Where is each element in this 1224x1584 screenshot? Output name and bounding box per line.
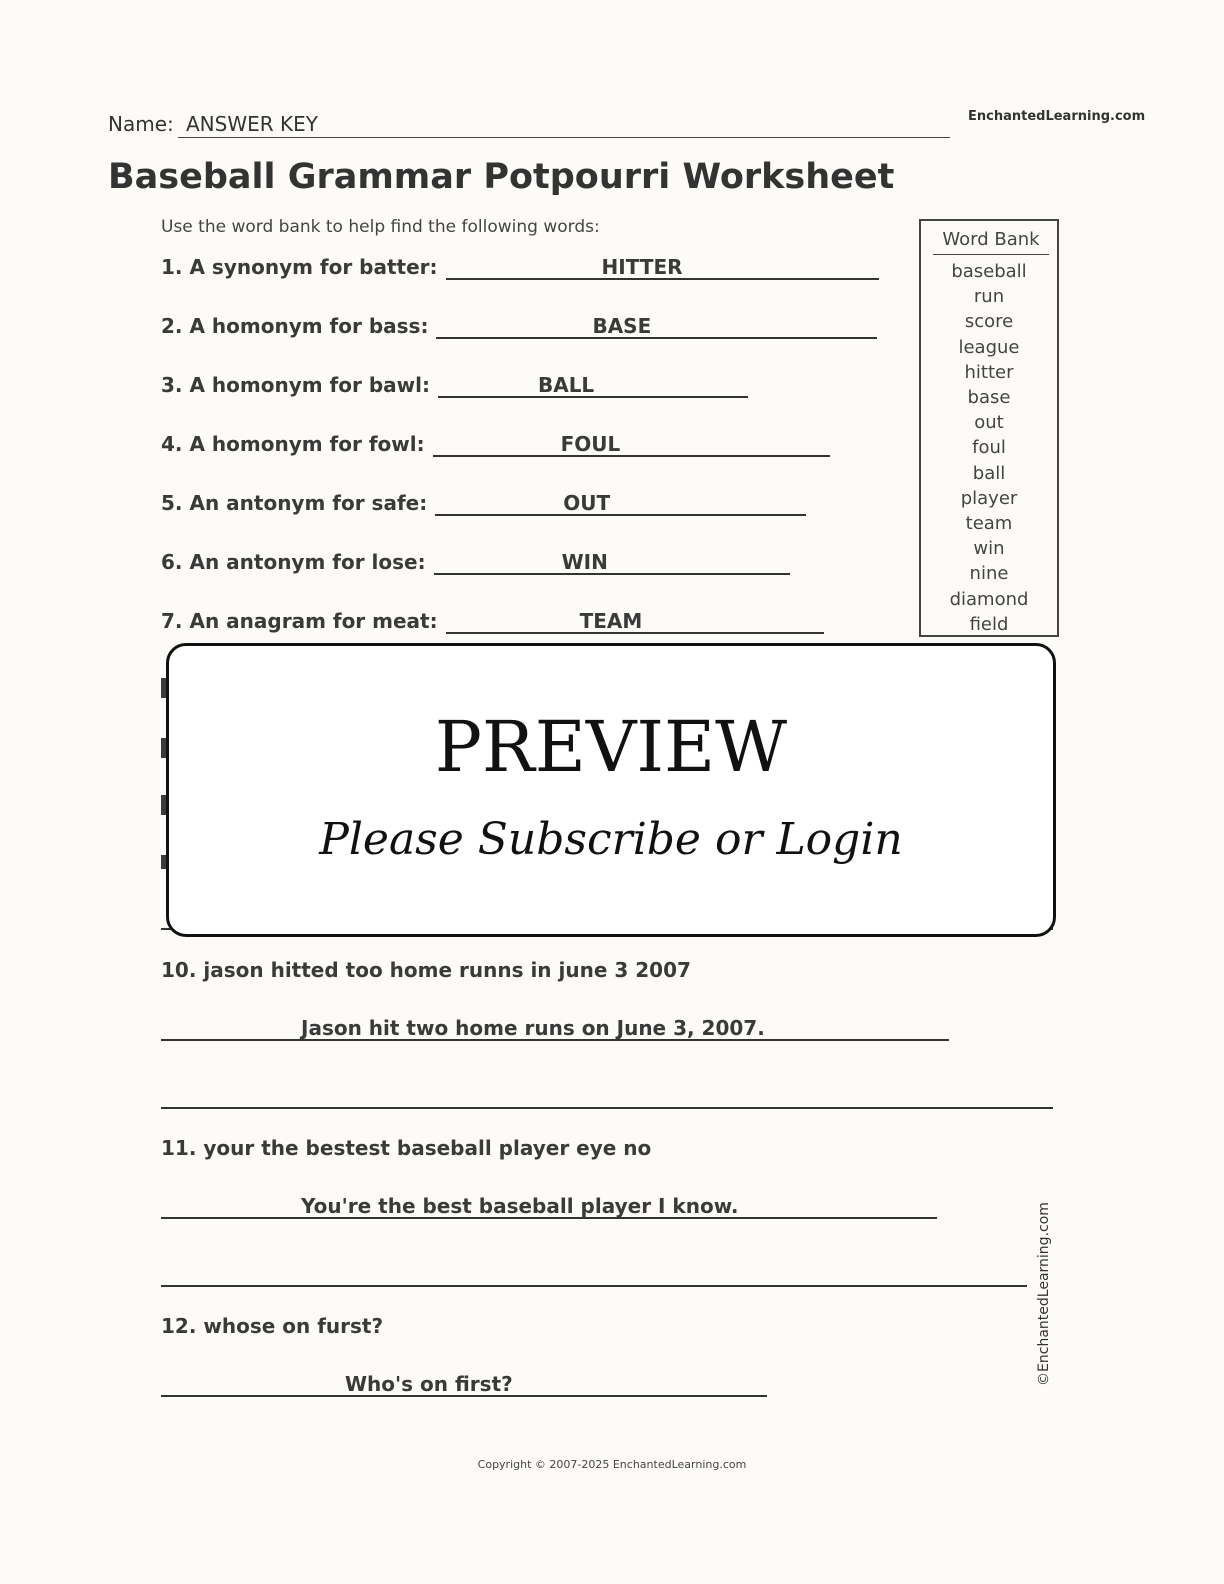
question-2 <box>161 314 877 339</box>
answer-text: BALL <box>537 373 595 397</box>
question-12-answer <box>161 1373 767 1397</box>
answer-text: TEAM <box>579 609 643 633</box>
question-prompt: 7. An anagram for meat: <box>161 609 438 633</box>
answer-line <box>161 1373 767 1397</box>
blank-answer-line <box>161 1107 1053 1109</box>
word-bank <box>919 219 1059 637</box>
answer-text: FOUL <box>560 432 621 456</box>
answer-line <box>434 551 790 575</box>
answer-text: OUT <box>563 491 611 515</box>
word-bank-item: win <box>973 538 1005 560</box>
word-bank-item: run <box>973 286 1005 308</box>
question-prompt: 1. A synonym for batter: <box>161 255 438 279</box>
vertical-credit: ©EnchantedLearning.com <box>1036 1202 1052 1386</box>
answer-text: WIN <box>561 550 608 574</box>
site-brand[interactable]: EnchantedLearning.com <box>968 109 1146 124</box>
word-bank-item: base <box>967 387 1011 409</box>
answer-line <box>161 1195 937 1219</box>
blank-answer-line <box>161 1285 1027 1287</box>
answer-line <box>435 492 806 516</box>
page-title: Baseball Grammar Potpourri Worksheet <box>108 157 895 197</box>
instructions: Use the word bank to help find the following words: <box>161 217 600 237</box>
question-4 <box>161 432 830 457</box>
question-10-prompt: 10. jason hitted too home runns in june 3 2007 <box>161 958 691 982</box>
question-5 <box>161 491 806 516</box>
question-prompt: 6. An antonym for lose: <box>161 550 426 574</box>
question-6 <box>161 550 790 575</box>
preview-title: PREVIEW <box>434 706 788 788</box>
question-prompt: 5. An antonym for safe: <box>161 491 428 515</box>
answer-text: Who's on first? <box>345 1372 513 1396</box>
question-3 <box>161 373 748 398</box>
word-bank-item: diamond <box>949 588 1029 610</box>
question-12-prompt: 12. whose on furst? <box>161 1314 384 1338</box>
word-bank-item: player <box>960 487 1018 509</box>
word-bank-list <box>921 259 1057 637</box>
word-bank-item: score <box>964 311 1014 333</box>
word-bank-item: nine <box>969 563 1009 585</box>
question-prompt: 4. A homonym for fowl: <box>161 432 425 456</box>
preview-subtitle[interactable]: Please Subscribe or Login <box>319 814 903 865</box>
name-label: Name: <box>108 112 174 136</box>
question-7 <box>161 609 824 634</box>
word-bank-item: foul <box>972 437 1006 459</box>
word-bank-item: field <box>969 613 1009 635</box>
copyright-footer: Copyright © 2007-2025 EnchantedLearning.com <box>477 1458 747 1471</box>
answer-line <box>436 315 877 339</box>
answer-line <box>433 433 831 457</box>
question-11-answer <box>161 1195 937 1219</box>
answer-text: You're the best baseball player I know. <box>301 1194 739 1218</box>
question-10-answer <box>161 1017 949 1041</box>
question-11-prompt: 11. your the bestest baseball player eye no <box>161 1136 652 1160</box>
word-bank-item: out <box>974 412 1004 434</box>
word-bank-item: league <box>958 336 1020 358</box>
name-underline <box>178 137 950 138</box>
answer-line <box>161 1017 949 1041</box>
answer-text: BASE <box>592 314 652 338</box>
word-bank-item: ball <box>972 462 1006 484</box>
answer-text: Jason hit two home runs on June 3, 2007. <box>301 1016 765 1040</box>
word-bank-title: Word Bank <box>933 229 1049 255</box>
question-prompt: 2. A homonym for bass: <box>161 314 429 338</box>
word-bank-item: team <box>965 513 1013 535</box>
answer-line <box>446 256 879 280</box>
name-value: ANSWER KEY <box>186 112 318 136</box>
preview-overlay[interactable] <box>166 643 1056 937</box>
answer-line <box>438 374 748 398</box>
word-bank-item: hitter <box>964 361 1014 383</box>
question-1 <box>161 255 879 280</box>
question-prompt: 3. A homonym for bawl: <box>161 373 430 397</box>
answer-line <box>446 610 825 634</box>
answer-text: HITTER <box>601 255 683 279</box>
word-bank-item: baseball <box>951 261 1027 282</box>
